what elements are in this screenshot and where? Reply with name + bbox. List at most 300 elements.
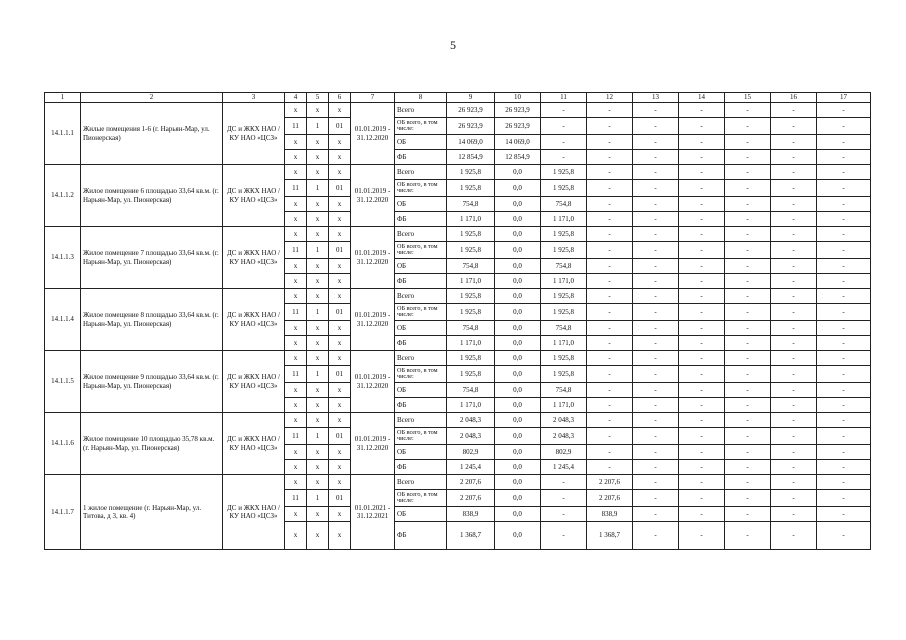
amount-cell: 0,0 <box>495 413 541 428</box>
amount-cell: - <box>587 383 633 398</box>
amount-cell: - <box>633 321 679 336</box>
item-name: Жилое помещение 9 площадью 33,64 кв.м. (г. Нарьян-Мар, ул. Пионерская) <box>81 351 223 413</box>
funding-source: ОБ <box>395 507 447 522</box>
amount-cell: - <box>679 490 725 507</box>
amount-cell: - <box>725 180 771 197</box>
item-period: 01.01.2019 - 31.12.2020 <box>351 351 395 413</box>
amount-cell: 0,0 <box>495 522 541 550</box>
amount-cell: - <box>633 180 679 197</box>
amount-cell: 2 048,3 <box>541 428 587 445</box>
amount-cell: - <box>817 428 871 445</box>
amount-cell: - <box>541 475 587 490</box>
code-cell: х <box>307 383 329 398</box>
amount-cell: - <box>771 398 817 413</box>
amount-cell: 0,0 <box>495 398 541 413</box>
code-cell: х <box>285 227 307 242</box>
amount-cell: - <box>771 304 817 321</box>
amount-cell: - <box>817 383 871 398</box>
amount-cell: - <box>817 336 871 351</box>
code-cell: х <box>285 259 307 274</box>
amount-cell: 1 171,0 <box>447 336 495 351</box>
column-number: 11 <box>541 93 587 103</box>
code-cell: 11 <box>285 180 307 197</box>
code-cell: 01 <box>329 180 351 197</box>
amount-cell: - <box>771 366 817 383</box>
code-cell: х <box>285 197 307 212</box>
amount-cell: - <box>587 366 633 383</box>
amount-cell: - <box>633 522 679 550</box>
funding-source: ОБ всего, в том числе: <box>395 242 447 259</box>
amount-cell: 2 207,6 <box>587 490 633 507</box>
amount-cell: 1 925,8 <box>541 180 587 197</box>
amount-cell: - <box>817 366 871 383</box>
amount-cell: 14 069,0 <box>495 135 541 150</box>
amount-cell: - <box>771 227 817 242</box>
funding-source: Всего <box>395 165 447 180</box>
amount-cell: - <box>679 289 725 304</box>
code-cell: х <box>307 475 329 490</box>
amount-cell: 0,0 <box>495 366 541 383</box>
code-cell: х <box>329 460 351 475</box>
item-executor: ДС и ЖКХ НАО / КУ НАО «ЦСЗ» <box>223 103 285 165</box>
code-cell: х <box>285 150 307 165</box>
amount-cell: - <box>725 336 771 351</box>
amount-cell: - <box>771 460 817 475</box>
amount-cell: - <box>679 165 725 180</box>
amount-cell: 1 925,8 <box>447 165 495 180</box>
item-executor: ДС и ЖКХ НАО / КУ НАО «ЦСЗ» <box>223 351 285 413</box>
funding-source: ОБ <box>395 197 447 212</box>
amount-cell: - <box>817 150 871 165</box>
code-cell: х <box>285 413 307 428</box>
table-row <box>45 351 871 366</box>
funding-source: Всего <box>395 289 447 304</box>
funding-source: ОБ всего, в том числе: <box>395 490 447 507</box>
code-cell: х <box>329 289 351 304</box>
amount-cell: - <box>633 383 679 398</box>
amount-cell: - <box>633 259 679 274</box>
amount-cell: 1 245,4 <box>447 460 495 475</box>
code-cell: х <box>307 445 329 460</box>
code-cell: х <box>285 289 307 304</box>
amount-cell: - <box>725 259 771 274</box>
amount-cell: 14 069,0 <box>447 135 495 150</box>
amount-cell: 1 245,4 <box>541 460 587 475</box>
amount-cell: 754,8 <box>541 197 587 212</box>
funding-source: ОБ всего, в том числе: <box>395 428 447 445</box>
item-executor: ДС и ЖКХ НАО / КУ НАО «ЦСЗ» <box>223 227 285 289</box>
amount-cell: - <box>679 103 725 118</box>
item-period: 01.01.2019 - 31.12.2020 <box>351 289 395 351</box>
code-cell: 1 <box>307 490 329 507</box>
table-row <box>45 289 871 304</box>
column-number: 13 <box>633 93 679 103</box>
code-cell: х <box>307 398 329 413</box>
amount-cell: - <box>587 135 633 150</box>
item-name: Жилое помещение 6 площадью 33,64 кв.м. (г. Нарьян-Мар, ул. Пионерская) <box>81 165 223 227</box>
amount-cell: - <box>725 490 771 507</box>
amount-cell: - <box>587 150 633 165</box>
code-cell: х <box>307 212 329 227</box>
amount-cell: - <box>817 507 871 522</box>
amount-cell: - <box>679 460 725 475</box>
funding-source: ФБ <box>395 522 447 550</box>
item-name: Жилое помещение 10 площадью 35,78 кв.м. (г. Нарьян-Мар, ул. Пионерская) <box>81 413 223 475</box>
amount-cell: 1 171,0 <box>541 398 587 413</box>
column-number: 10 <box>495 93 541 103</box>
amount-cell: - <box>541 490 587 507</box>
amount-cell: - <box>587 398 633 413</box>
amount-cell: 0,0 <box>495 460 541 475</box>
amount-cell: - <box>725 351 771 366</box>
amount-cell: - <box>587 118 633 135</box>
amount-cell: - <box>725 383 771 398</box>
code-cell: х <box>329 227 351 242</box>
amount-cell: - <box>725 366 771 383</box>
amount-cell: 754,8 <box>447 383 495 398</box>
amount-cell: - <box>633 274 679 289</box>
column-number: 9 <box>447 93 495 103</box>
amount-cell: - <box>817 227 871 242</box>
code-cell: 01 <box>329 490 351 507</box>
amount-cell: 1 171,0 <box>447 398 495 413</box>
code-cell: х <box>285 274 307 289</box>
amount-cell: 0,0 <box>495 351 541 366</box>
amount-cell: 0,0 <box>495 336 541 351</box>
column-number: 8 <box>395 93 447 103</box>
amount-cell: - <box>679 428 725 445</box>
amount-cell: - <box>679 212 725 227</box>
amount-cell: 838,9 <box>587 507 633 522</box>
amount-cell: - <box>771 165 817 180</box>
amount-cell: 1 171,0 <box>541 212 587 227</box>
amount-cell: - <box>771 197 817 212</box>
amount-cell: - <box>771 413 817 428</box>
amount-cell: - <box>725 289 771 304</box>
amount-cell: - <box>771 180 817 197</box>
amount-cell: - <box>725 242 771 259</box>
amount-cell: - <box>817 165 871 180</box>
amount-cell: - <box>587 165 633 180</box>
table-row <box>45 413 871 428</box>
item-period: 01.01.2019 - 31.12.2020 <box>351 227 395 289</box>
amount-cell: - <box>587 212 633 227</box>
amount-cell: 0,0 <box>495 507 541 522</box>
amount-cell: - <box>817 197 871 212</box>
amount-cell: 2 207,6 <box>587 475 633 490</box>
code-cell: х <box>285 445 307 460</box>
amount-cell: - <box>771 383 817 398</box>
code-cell: х <box>329 274 351 289</box>
code-cell: х <box>329 522 351 550</box>
amount-cell: 2 207,6 <box>447 475 495 490</box>
amount-cell: 1 925,8 <box>541 242 587 259</box>
amount-cell: 754,8 <box>447 197 495 212</box>
amount-cell: 754,8 <box>541 259 587 274</box>
item-code: 14.1.1.3 <box>45 227 81 289</box>
code-cell: х <box>307 197 329 212</box>
amount-cell: - <box>725 165 771 180</box>
amount-cell: - <box>633 103 679 118</box>
code-cell: х <box>307 150 329 165</box>
code-cell: х <box>285 165 307 180</box>
amount-cell: - <box>587 259 633 274</box>
amount-cell: - <box>587 242 633 259</box>
amount-cell: - <box>633 118 679 135</box>
amount-cell: - <box>679 445 725 460</box>
code-cell: х <box>285 135 307 150</box>
code-cell: х <box>307 135 329 150</box>
amount-cell: - <box>679 507 725 522</box>
amount-cell: 1 925,8 <box>541 289 587 304</box>
amount-cell: - <box>679 118 725 135</box>
amount-cell: - <box>587 289 633 304</box>
amount-cell: - <box>633 165 679 180</box>
amount-cell: - <box>771 274 817 289</box>
amount-cell: 1 925,8 <box>541 351 587 366</box>
code-cell: х <box>329 336 351 351</box>
amount-cell: - <box>817 490 871 507</box>
amount-cell: - <box>679 398 725 413</box>
amount-cell: - <box>771 336 817 351</box>
code-cell: х <box>307 259 329 274</box>
amount-cell: - <box>817 304 871 321</box>
amount-cell: - <box>679 259 725 274</box>
amount-cell: - <box>771 351 817 366</box>
funding-source: ФБ <box>395 150 447 165</box>
item-name: Жилое помещение 8 площадью 33,64 кв.м. (г. Нарьян-Мар, ул. Пионерская) <box>81 289 223 351</box>
column-number: 7 <box>351 93 395 103</box>
amount-cell: 0,0 <box>495 383 541 398</box>
amount-cell: - <box>679 150 725 165</box>
amount-cell: 0,0 <box>495 428 541 445</box>
amount-cell: - <box>771 445 817 460</box>
amount-cell: - <box>587 304 633 321</box>
amount-cell: - <box>633 336 679 351</box>
amount-cell: 0,0 <box>495 259 541 274</box>
amount-cell: - <box>587 321 633 336</box>
amount-cell: - <box>725 321 771 336</box>
amount-cell: - <box>587 336 633 351</box>
code-cell: 11 <box>285 242 307 259</box>
code-cell: х <box>307 351 329 366</box>
item-code: 14.1.1.5 <box>45 351 81 413</box>
amount-cell: 0,0 <box>495 227 541 242</box>
amount-cell: 1 925,8 <box>447 366 495 383</box>
code-cell: 11 <box>285 366 307 383</box>
column-number: 12 <box>587 93 633 103</box>
amount-cell: 0,0 <box>495 180 541 197</box>
amount-cell: - <box>541 118 587 135</box>
code-cell: х <box>307 274 329 289</box>
item-executor: ДС и ЖКХ НАО / КУ НАО «ЦСЗ» <box>223 165 285 227</box>
amount-cell: 1 925,8 <box>447 180 495 197</box>
funding-source: ФБ <box>395 212 447 227</box>
amount-cell: 1 925,8 <box>541 304 587 321</box>
code-cell: 1 <box>307 304 329 321</box>
amount-cell: - <box>587 351 633 366</box>
table-row <box>45 475 871 490</box>
amount-cell: - <box>817 180 871 197</box>
code-cell: х <box>307 165 329 180</box>
code-cell: х <box>285 522 307 550</box>
code-cell: х <box>285 336 307 351</box>
code-cell: 1 <box>307 180 329 197</box>
amount-cell: 1 925,8 <box>447 289 495 304</box>
amount-cell: - <box>633 227 679 242</box>
amount-cell: 1 368,7 <box>587 522 633 550</box>
item-period: 01.01.2021 - 31.12.2021 <box>351 475 395 550</box>
amount-cell: - <box>541 522 587 550</box>
amount-cell: - <box>633 304 679 321</box>
amount-cell: 754,8 <box>447 321 495 336</box>
amount-cell: - <box>725 227 771 242</box>
amount-cell: - <box>725 135 771 150</box>
table-row <box>45 103 871 118</box>
item-executor: ДС и ЖКХ НАО / КУ НАО «ЦСЗ» <box>223 475 285 550</box>
amount-cell: 1 171,0 <box>447 274 495 289</box>
amount-cell: - <box>771 321 817 336</box>
funding-source: ОБ <box>395 321 447 336</box>
amount-cell: - <box>679 304 725 321</box>
code-cell: х <box>329 475 351 490</box>
code-cell: 01 <box>329 304 351 321</box>
amount-cell: - <box>725 522 771 550</box>
amount-cell: 754,8 <box>447 259 495 274</box>
amount-cell: - <box>679 321 725 336</box>
code-cell: х <box>307 227 329 242</box>
code-cell: 01 <box>329 242 351 259</box>
amount-cell: - <box>725 212 771 227</box>
amount-cell: - <box>633 490 679 507</box>
amount-cell: - <box>725 507 771 522</box>
amount-cell: 2 207,6 <box>447 490 495 507</box>
amount-cell: - <box>817 118 871 135</box>
code-cell: х <box>329 103 351 118</box>
amount-cell: - <box>725 150 771 165</box>
code-cell: 1 <box>307 118 329 135</box>
amount-cell: 1 171,0 <box>541 336 587 351</box>
funding-source: Всего <box>395 103 447 118</box>
code-cell: х <box>307 336 329 351</box>
code-cell: 11 <box>285 118 307 135</box>
code-cell: х <box>285 103 307 118</box>
column-number: 4 <box>285 93 307 103</box>
amount-cell: - <box>633 460 679 475</box>
table-row <box>45 165 871 180</box>
amount-cell: - <box>679 383 725 398</box>
amount-cell: 1 171,0 <box>541 274 587 289</box>
amount-cell: 1 925,8 <box>541 227 587 242</box>
code-cell: х <box>285 475 307 490</box>
amount-cell: 0,0 <box>495 212 541 227</box>
amount-cell: - <box>771 135 817 150</box>
amount-cell: - <box>541 150 587 165</box>
code-cell: х <box>285 321 307 336</box>
amount-cell: - <box>633 289 679 304</box>
amount-cell: - <box>679 522 725 550</box>
amount-cell: - <box>817 522 871 550</box>
funding-source: ФБ <box>395 336 447 351</box>
item-period: 01.01.2019 - 31.12.2020 <box>351 103 395 165</box>
funding-source: ОБ всего, в том числе: <box>395 180 447 197</box>
amount-cell: - <box>725 103 771 118</box>
column-number: 3 <box>223 93 285 103</box>
item-executor: ДС и ЖКХ НАО / КУ НАО «ЦСЗ» <box>223 289 285 351</box>
column-number: 6 <box>329 93 351 103</box>
amount-cell: - <box>725 445 771 460</box>
amount-cell: - <box>679 227 725 242</box>
amount-cell: - <box>679 351 725 366</box>
code-cell: х <box>285 212 307 227</box>
amount-cell: - <box>679 135 725 150</box>
code-cell: х <box>307 103 329 118</box>
amount-cell: - <box>725 197 771 212</box>
amount-cell: - <box>817 475 871 490</box>
amount-cell: 1 925,8 <box>541 165 587 180</box>
item-period: 01.01.2019 - 31.12.2020 <box>351 413 395 475</box>
amount-cell: - <box>679 197 725 212</box>
code-cell: х <box>329 135 351 150</box>
amount-cell: - <box>817 413 871 428</box>
code-cell: 01 <box>329 366 351 383</box>
amount-cell: - <box>541 135 587 150</box>
amount-cell: - <box>587 460 633 475</box>
code-cell: х <box>329 383 351 398</box>
amount-cell: - <box>633 351 679 366</box>
code-cell: х <box>329 150 351 165</box>
amount-cell: 0,0 <box>495 304 541 321</box>
amount-cell: - <box>587 180 633 197</box>
amount-cell: - <box>817 321 871 336</box>
amount-cell: - <box>817 135 871 150</box>
amount-cell: - <box>587 445 633 460</box>
item-executor: ДС и ЖКХ НАО / КУ НАО «ЦСЗ» <box>223 413 285 475</box>
amount-cell: - <box>633 475 679 490</box>
code-cell: х <box>307 507 329 522</box>
funding-source: ОБ <box>395 135 447 150</box>
amount-cell: 754,8 <box>541 383 587 398</box>
funding-source: ФБ <box>395 460 447 475</box>
column-number: 5 <box>307 93 329 103</box>
amount-cell: - <box>633 445 679 460</box>
amount-cell: - <box>771 259 817 274</box>
amount-cell: - <box>725 398 771 413</box>
amount-cell: - <box>633 197 679 212</box>
code-cell: х <box>285 383 307 398</box>
amount-cell: 26 923,9 <box>495 103 541 118</box>
amount-cell: - <box>541 507 587 522</box>
amount-cell: 0,0 <box>495 321 541 336</box>
amount-cell: - <box>725 304 771 321</box>
amount-cell: - <box>771 490 817 507</box>
amount-cell: - <box>817 212 871 227</box>
table-row <box>45 227 871 242</box>
amount-cell: - <box>633 212 679 227</box>
item-name: 1 жилое помещение (г. Нарьян-Мар, ул. Титова, д 3, кв. 4) <box>81 475 223 550</box>
code-cell: 01 <box>329 118 351 135</box>
code-cell: х <box>307 321 329 336</box>
amount-cell: 0,0 <box>495 289 541 304</box>
funding-source: Всего <box>395 351 447 366</box>
page-number: 5 <box>450 38 456 52</box>
amount-cell: - <box>771 242 817 259</box>
code-cell: х <box>329 351 351 366</box>
funding-source: ФБ <box>395 398 447 413</box>
amount-cell: - <box>587 197 633 212</box>
item-code: 14.1.1.6 <box>45 413 81 475</box>
code-cell: х <box>329 165 351 180</box>
